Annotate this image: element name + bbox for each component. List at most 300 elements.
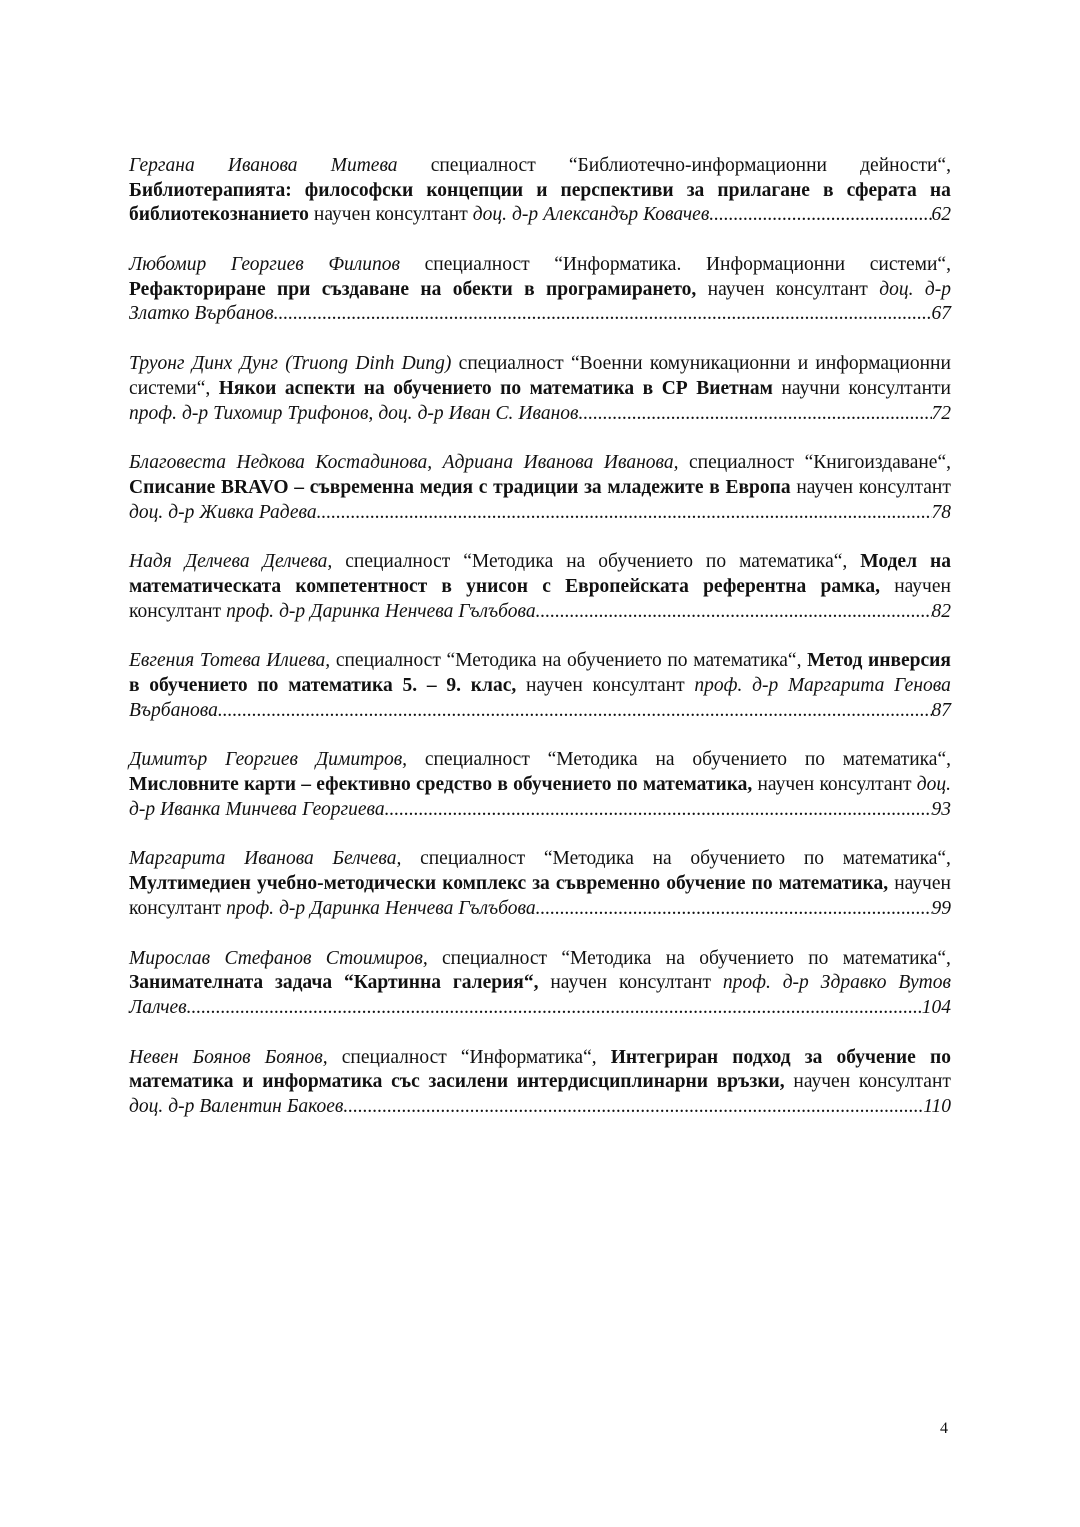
entry-consultant-label-word: консултант bbox=[129, 897, 222, 919]
entry-title-word: на bbox=[420, 278, 442, 300]
entry-consultant-word: д-р bbox=[279, 600, 306, 622]
entry-title-word: прилагане bbox=[717, 179, 810, 201]
entry-author-word: Боянов bbox=[192, 1046, 251, 1068]
entry-title-word: медия bbox=[419, 476, 474, 498]
entry-title-word: математика bbox=[129, 1071, 234, 1093]
entry-consultant-word: проф. bbox=[694, 675, 743, 696]
entry-specialty-word: “Информатика“, bbox=[460, 1046, 597, 1068]
entry-author-word: Георгиев bbox=[230, 254, 304, 276]
entry-title-word: Модел bbox=[860, 551, 918, 573]
entry-specialty-word: специалност bbox=[689, 452, 795, 474]
entry-title-word: комплекс bbox=[442, 873, 527, 895]
entry-consultant-word: доц. bbox=[378, 402, 413, 424]
entry-title-word: перспективи bbox=[560, 179, 674, 201]
entry-specialty-word: по bbox=[667, 650, 688, 672]
entry-title-word: програмирането, bbox=[546, 278, 697, 300]
toc-line bbox=[129, 352, 951, 377]
dot-leader bbox=[536, 600, 932, 625]
entry-specialty-word: “Методика bbox=[561, 947, 652, 969]
entry-title-word: информатика bbox=[262, 1071, 383, 1093]
entry-consultant-word: Върбанова bbox=[129, 699, 218, 721]
toc-line bbox=[129, 748, 951, 773]
entry-author-word: Костадинова, bbox=[315, 452, 433, 474]
entry-title-word: засилени bbox=[428, 1071, 509, 1093]
entry-author-word: (Truong bbox=[285, 353, 349, 375]
entry-title-word: компетентност bbox=[295, 575, 428, 597]
dot-leader bbox=[218, 699, 932, 724]
entry-title-word: съвременна bbox=[309, 476, 414, 498]
entry-specialty-word: специалност bbox=[345, 551, 451, 573]
entry-consultant-word: Здравко bbox=[820, 972, 887, 994]
entry-consultant-word: Вутов bbox=[898, 972, 951, 994]
entry-specialty-word: математика“, bbox=[842, 848, 951, 870]
entry-consultant-label-word: консултант bbox=[858, 476, 951, 498]
entry-consultant-word: Георгиева bbox=[302, 798, 385, 820]
entry-title-word: връзки, bbox=[716, 1071, 785, 1093]
entry-author-word: Белчева, bbox=[332, 848, 402, 870]
entry-consultant-word: д-р bbox=[511, 204, 539, 226]
dot-leader bbox=[536, 897, 932, 922]
entry-consultant-word: Валентин bbox=[199, 1095, 282, 1117]
entry-title-word: Библиотерапията: bbox=[129, 179, 292, 201]
entry-consultant-word: д-р bbox=[129, 798, 156, 820]
entry-author-word: Филипов bbox=[328, 254, 400, 276]
entry-title-word: математика, bbox=[642, 774, 753, 796]
entry-title-word: Занимателната bbox=[129, 972, 264, 994]
toc-line bbox=[129, 1095, 951, 1120]
entry-title-word: на bbox=[929, 551, 951, 573]
entry-author-word: Стефанов bbox=[224, 947, 312, 969]
entry-page-number: 104 bbox=[921, 996, 951, 1018]
table-of-contents bbox=[129, 154, 951, 1145]
entry-specialty-word: на bbox=[655, 749, 675, 771]
entry-consultant-label-word: научен bbox=[313, 204, 371, 226]
entry-author-word: Мирослав bbox=[129, 947, 211, 969]
entry-author-word: Адриана bbox=[442, 452, 514, 474]
entry-page-number: 110 bbox=[923, 1095, 951, 1117]
entry-consultant-word: Александър bbox=[543, 204, 639, 226]
entry-specialty-word: по bbox=[808, 947, 829, 969]
entry-specialty-word: дейности“, bbox=[860, 155, 951, 176]
entry-title-word: в bbox=[524, 278, 535, 300]
entry-specialty-word: обучението bbox=[692, 749, 788, 771]
entry-title-word: Европа bbox=[725, 476, 791, 498]
toc-line bbox=[129, 649, 951, 674]
entry-author-word: Тотева bbox=[199, 650, 261, 672]
toc-line bbox=[129, 947, 951, 972]
entry-title-word: “Картинна bbox=[344, 972, 442, 994]
toc-entry bbox=[129, 947, 951, 1021]
toc-entry bbox=[129, 748, 951, 822]
entry-title-word: с bbox=[478, 476, 488, 498]
toc-line bbox=[129, 600, 951, 625]
entry-consultant-label-word: научен bbox=[550, 972, 608, 994]
entry-consultant-word: Иванов bbox=[518, 402, 579, 424]
entry-title-word: философски bbox=[304, 179, 414, 201]
entry-page-number: 72 bbox=[931, 402, 951, 424]
entry-specialty-word: математика“, bbox=[842, 749, 951, 771]
entry-page-number: 78 bbox=[931, 501, 951, 523]
entry-title-word: в bbox=[129, 675, 140, 696]
toc-entry bbox=[129, 847, 951, 921]
entry-title-word: 9. bbox=[446, 675, 462, 696]
entry-consultant-word: Тихомир bbox=[213, 402, 283, 424]
entry-consultant-label-word: консултант bbox=[858, 1071, 951, 1093]
entry-consultant-label-word: научен bbox=[894, 575, 951, 597]
entry-title-word: задача bbox=[274, 972, 333, 994]
entry-page-number: 93 bbox=[931, 798, 951, 820]
entry-consultant-word: д-р bbox=[168, 501, 195, 523]
entry-author-word: Dung) bbox=[401, 353, 452, 375]
entry-title-word: в bbox=[822, 179, 834, 201]
entry-title-word: сферата bbox=[846, 179, 917, 201]
entry-specialty-word: по bbox=[804, 749, 825, 771]
toc-line bbox=[129, 179, 951, 204]
entry-title-word: при bbox=[277, 278, 311, 300]
entry-title-word: учебно-методически bbox=[256, 873, 437, 895]
entry-consultant-label-word: научен bbox=[757, 774, 815, 796]
toc-line bbox=[129, 674, 951, 699]
entry-specialty-word: обучението bbox=[690, 848, 786, 870]
entry-page-number: 82 bbox=[931, 600, 951, 622]
entry-title-word: унисон bbox=[466, 575, 529, 597]
entry-page-number: 87 bbox=[931, 699, 951, 721]
page-number: 4 bbox=[940, 1420, 948, 1437]
entry-specialty-word: специалност bbox=[424, 254, 530, 276]
toc-entry bbox=[129, 1046, 951, 1120]
entry-title-word: на bbox=[363, 377, 385, 399]
toc-line bbox=[129, 154, 951, 179]
entry-consultant-label-word: консултант bbox=[775, 278, 868, 300]
entry-specialty-word: специалност bbox=[424, 749, 530, 771]
toc-line bbox=[129, 501, 951, 526]
entry-title-word: галерия“, bbox=[452, 972, 539, 994]
entry-consultant-label-word: научен bbox=[526, 675, 583, 696]
toc-line bbox=[129, 1046, 951, 1071]
entry-consultant-word: д-р bbox=[752, 675, 779, 696]
entry-specialty-word: обучението bbox=[567, 650, 662, 672]
entry-title-word: обучението bbox=[393, 377, 492, 399]
entry-consultant-word: д-р bbox=[279, 897, 306, 919]
entry-author-word: Боянов, bbox=[264, 1046, 328, 1068]
entry-specialty-word: обучението bbox=[598, 551, 693, 573]
entry-consultant-word: доц. bbox=[879, 278, 914, 300]
entry-consultant-word: С. bbox=[495, 402, 514, 424]
entry-title-word: в bbox=[497, 774, 508, 796]
entry-specialty-word: системи“, bbox=[869, 254, 951, 276]
entry-specialty-word: на bbox=[566, 551, 586, 573]
entry-specialty-word: “Информатика. bbox=[554, 254, 682, 276]
entry-author-word: Гергана bbox=[129, 155, 195, 176]
entry-specialty-word: специалност bbox=[458, 353, 564, 375]
entry-author-word: Надя bbox=[129, 551, 172, 573]
entry-specialty-word: математика“, bbox=[739, 551, 848, 573]
entry-consultant-word: Ненчева bbox=[384, 600, 454, 622]
entry-title-word: в bbox=[709, 476, 720, 498]
entry-specialty-word: “Библиотечно-информационни bbox=[568, 155, 827, 176]
entry-specialty-word: на bbox=[665, 947, 685, 969]
entry-consultant-label-word: консултанти bbox=[848, 377, 951, 399]
entry-consultant-label-word: консултант bbox=[592, 675, 685, 696]
entry-author-word: Митева bbox=[330, 155, 398, 176]
entry-title-word: за bbox=[804, 1046, 823, 1068]
entry-consultant-word: Живка bbox=[199, 501, 254, 523]
entry-consultant-label-word: консултант bbox=[375, 204, 468, 226]
entry-title-word: обекти bbox=[452, 278, 513, 300]
entry-specialty-word: информационни bbox=[815, 353, 951, 375]
entry-consultant-word: д-р bbox=[181, 402, 209, 424]
entry-title-word: с bbox=[542, 575, 551, 597]
entry-specialty-word: и bbox=[797, 353, 809, 375]
entry-author-word: Илиева, bbox=[266, 650, 331, 672]
toc-line bbox=[129, 971, 951, 996]
toc-entry bbox=[129, 451, 951, 525]
entry-specialty-word: “Методика bbox=[463, 551, 554, 573]
entry-consultant-word: проф. bbox=[129, 402, 177, 424]
entry-author-word: Иванова bbox=[244, 848, 314, 870]
entry-specialty-word: по bbox=[705, 551, 727, 573]
entry-consultant-word: проф. bbox=[722, 972, 771, 994]
dot-leader bbox=[385, 798, 932, 823]
toc-line bbox=[129, 996, 951, 1021]
entry-title-word: Виетнам bbox=[696, 377, 773, 399]
entry-consultant-word: Иван bbox=[448, 402, 491, 424]
toc-line bbox=[129, 253, 951, 278]
entry-consultant-word: Гълъбова bbox=[458, 600, 536, 622]
entry-title-word: обучението bbox=[149, 675, 248, 696]
entry-title-word: по bbox=[751, 873, 773, 895]
entry-title-word: и bbox=[242, 1071, 254, 1093]
entry-page-number: 62 bbox=[931, 204, 951, 226]
entry-specialty-word: специалност bbox=[335, 650, 441, 672]
entry-consultant-word: Минчева bbox=[225, 798, 298, 820]
entry-specialty-word: математика“, bbox=[842, 947, 951, 969]
toc-line bbox=[129, 302, 951, 327]
toc-entry bbox=[129, 253, 951, 327]
entry-title-word: в bbox=[441, 575, 452, 597]
entry-title-word: Рефакториране bbox=[129, 278, 266, 300]
dot-leader bbox=[578, 402, 931, 427]
entry-consultant-label-word: консултант bbox=[618, 972, 712, 994]
entry-consultant-word: Иванка bbox=[160, 798, 221, 820]
toc-line bbox=[129, 897, 951, 922]
entry-title-word: по bbox=[929, 1046, 951, 1068]
entry-specialty-word: по bbox=[803, 848, 824, 870]
entry-title-word: библиотекознанието bbox=[129, 204, 309, 226]
entry-consultant-word: Радева bbox=[258, 501, 317, 523]
entry-specialty-word: “Книгоиздаване“, bbox=[804, 452, 951, 474]
entry-specialty-word: Информационни bbox=[705, 254, 846, 276]
toc-line bbox=[129, 847, 951, 872]
entry-consultant-word: доц. bbox=[129, 1095, 164, 1117]
dot-leader bbox=[274, 302, 932, 327]
entry-consultant-word: Даринка bbox=[310, 600, 380, 622]
entry-title-word: със bbox=[391, 1071, 420, 1093]
entry-author-word: Иванова bbox=[227, 155, 298, 176]
entry-title-word: – bbox=[301, 774, 311, 796]
entry-title-word: ефективно bbox=[316, 774, 411, 796]
entry-title-word: подход bbox=[732, 1046, 791, 1068]
entry-specialty-word: “Методика bbox=[446, 650, 537, 672]
entry-title-word: референтна bbox=[703, 575, 807, 597]
entry-consultant-word: Гълъбова bbox=[458, 897, 536, 919]
entry-title-word: инверсия bbox=[867, 650, 951, 672]
entry-specialty-word: “Методика bbox=[547, 749, 638, 771]
entry-consultant-word: Лалчев bbox=[129, 996, 187, 1018]
entry-title-word: Интегриран bbox=[610, 1046, 719, 1068]
toc-entry bbox=[129, 154, 951, 228]
toc-line bbox=[129, 872, 951, 897]
entry-title-word: Някои bbox=[218, 377, 277, 399]
dot-leader bbox=[343, 1095, 923, 1120]
entry-title-word: за bbox=[584, 476, 602, 498]
entry-title-word: BRAVO bbox=[221, 476, 289, 498]
entry-specialty-word: “Методика bbox=[543, 848, 634, 870]
entry-specialty-word: специалност bbox=[430, 155, 536, 176]
entry-title-word: в bbox=[642, 377, 654, 399]
entry-specialty-word: комуникационни bbox=[649, 353, 791, 375]
entry-consultant-word: д-р bbox=[417, 402, 444, 424]
toc-line bbox=[129, 575, 951, 600]
toc-line bbox=[129, 451, 951, 476]
entry-consultant-word: доц. bbox=[472, 204, 507, 226]
entry-title-word: математика bbox=[529, 377, 635, 399]
entry-specialty-word: математика“, bbox=[693, 650, 802, 672]
entry-author-word: Динх bbox=[191, 353, 233, 375]
entry-title-word: по bbox=[500, 377, 522, 399]
entry-author-word: Дунг bbox=[239, 353, 278, 375]
entry-title-word: – bbox=[294, 476, 305, 498]
entry-title-word: 5. bbox=[402, 675, 418, 696]
entry-consultant-word: Бакоев bbox=[286, 1095, 344, 1117]
entry-title-word: аспекти bbox=[284, 377, 356, 399]
toc-line bbox=[129, 798, 951, 823]
entry-author-word: Делчева bbox=[184, 551, 250, 573]
entry-title-word: карти bbox=[243, 774, 297, 796]
toc-line bbox=[129, 203, 951, 228]
entry-title-word: за bbox=[532, 873, 550, 895]
entry-title-word: математика, bbox=[778, 873, 889, 895]
entry-title-word: традиции bbox=[493, 476, 579, 498]
entry-consultant-word: проф. bbox=[226, 897, 275, 919]
entry-consultant-label-word: научен bbox=[793, 1071, 851, 1093]
entry-specialty-word: специалност bbox=[442, 947, 548, 969]
entry-title-word: – bbox=[426, 675, 437, 696]
entry-author-word: Недкова bbox=[236, 452, 305, 474]
entry-title-word: Мултимедиен bbox=[129, 873, 251, 895]
entry-consultant-word: д-р bbox=[782, 972, 809, 994]
entry-consultant-label-word: консултант bbox=[819, 774, 912, 796]
entry-specialty-word: специалност bbox=[341, 1046, 447, 1068]
entry-consultant-word: Трифонов, bbox=[287, 402, 374, 424]
entry-consultant-word: д-р bbox=[168, 1095, 195, 1117]
entry-title-word: Мисловните bbox=[129, 774, 239, 796]
entry-specialty-word: на bbox=[652, 848, 672, 870]
entry-specialty-word: “Военни bbox=[570, 353, 643, 375]
entry-title-word: и bbox=[536, 179, 548, 201]
entry-consultant-word: Даринка bbox=[310, 897, 380, 919]
entry-author-word: Труонг bbox=[129, 353, 185, 375]
entry-author-word: Димитър bbox=[129, 749, 208, 771]
entry-author-word: Маргарита bbox=[129, 848, 226, 870]
dot-leader bbox=[709, 203, 931, 228]
toc-line bbox=[129, 773, 951, 798]
entry-consultant-word: Маргарита bbox=[788, 675, 885, 696]
toc-entry bbox=[129, 352, 951, 426]
entry-title-word: обучението bbox=[513, 774, 612, 796]
entry-author-word: Невен bbox=[129, 1046, 179, 1068]
entry-title-word: концепции bbox=[426, 179, 524, 201]
toc-line bbox=[129, 377, 951, 402]
entry-consultant-word: Генова bbox=[894, 675, 951, 696]
toc-line bbox=[129, 402, 951, 427]
entry-author-word: Делчева, bbox=[262, 551, 333, 573]
entry-title-word: интердисциплинарни bbox=[516, 1071, 709, 1093]
toc-line bbox=[129, 699, 951, 724]
toc-entry bbox=[129, 550, 951, 624]
dot-leader bbox=[317, 501, 932, 526]
entry-title-word: по bbox=[257, 675, 279, 696]
entry-consultant-word: Ковачев bbox=[643, 204, 710, 226]
entry-consultant-label-word: научен bbox=[796, 476, 854, 498]
entry-author-word: Иванова, bbox=[603, 452, 679, 474]
entry-consultant-word: Ненчева bbox=[384, 897, 454, 919]
entry-title-word: за bbox=[686, 179, 705, 201]
entry-title-word: клас, bbox=[470, 675, 517, 696]
entry-author-word: Стоимиров, bbox=[325, 947, 428, 969]
entry-title-word: СР bbox=[661, 377, 688, 399]
entry-title-word: Европейската bbox=[565, 575, 689, 597]
entry-consultant-label-word: научен bbox=[894, 873, 951, 895]
entry-title-word: рамка, bbox=[820, 575, 880, 597]
entry-specialty-word: специалност bbox=[420, 848, 526, 870]
entry-title-word: математика bbox=[288, 675, 393, 696]
toc-entry bbox=[129, 649, 951, 723]
entry-consultant-word: проф. bbox=[226, 600, 275, 622]
toc-line bbox=[129, 476, 951, 501]
entry-consultant-label-word: научни bbox=[781, 377, 840, 399]
entry-author-word: Димитров, bbox=[315, 749, 408, 771]
entry-consultant-word: Златко bbox=[129, 303, 190, 325]
entry-title-word: Метод bbox=[807, 650, 863, 672]
entry-consultant-label-word: научен bbox=[707, 278, 765, 300]
entry-consultant-word: Върбанов bbox=[194, 303, 274, 325]
entry-specialty-word: обучението bbox=[699, 947, 794, 969]
entry-page-number: 99 bbox=[931, 897, 951, 919]
entry-author-word: Благовеста bbox=[129, 452, 226, 474]
entry-page-number: 67 bbox=[931, 303, 951, 325]
entry-author-word: Георгиев bbox=[225, 749, 298, 771]
entry-specialty-word: на bbox=[542, 650, 562, 672]
entry-consultant-word: доц. bbox=[129, 501, 164, 523]
entry-title-word: по bbox=[616, 774, 638, 796]
entry-specialty-word: системи“, bbox=[129, 377, 211, 399]
entry-consultant-word: д-р bbox=[924, 278, 951, 300]
entry-author-word: Иванова bbox=[523, 452, 594, 474]
entry-consultant-word: доц. bbox=[916, 774, 951, 796]
entry-consultant-label-word: консултант bbox=[129, 600, 222, 622]
entry-title-word: съвременно bbox=[555, 873, 661, 895]
dot-leader bbox=[187, 996, 922, 1021]
entry-author-word: Любомир bbox=[129, 254, 207, 276]
entry-title-word: обучение bbox=[666, 873, 746, 895]
entry-author-word: Евгения bbox=[129, 650, 195, 672]
entry-title-word: математическата bbox=[129, 575, 282, 597]
entry-title-word: създаване bbox=[321, 278, 410, 300]
toc-line bbox=[129, 278, 951, 303]
toc-line bbox=[129, 1070, 951, 1095]
entry-author-word: Dinh bbox=[355, 353, 395, 375]
